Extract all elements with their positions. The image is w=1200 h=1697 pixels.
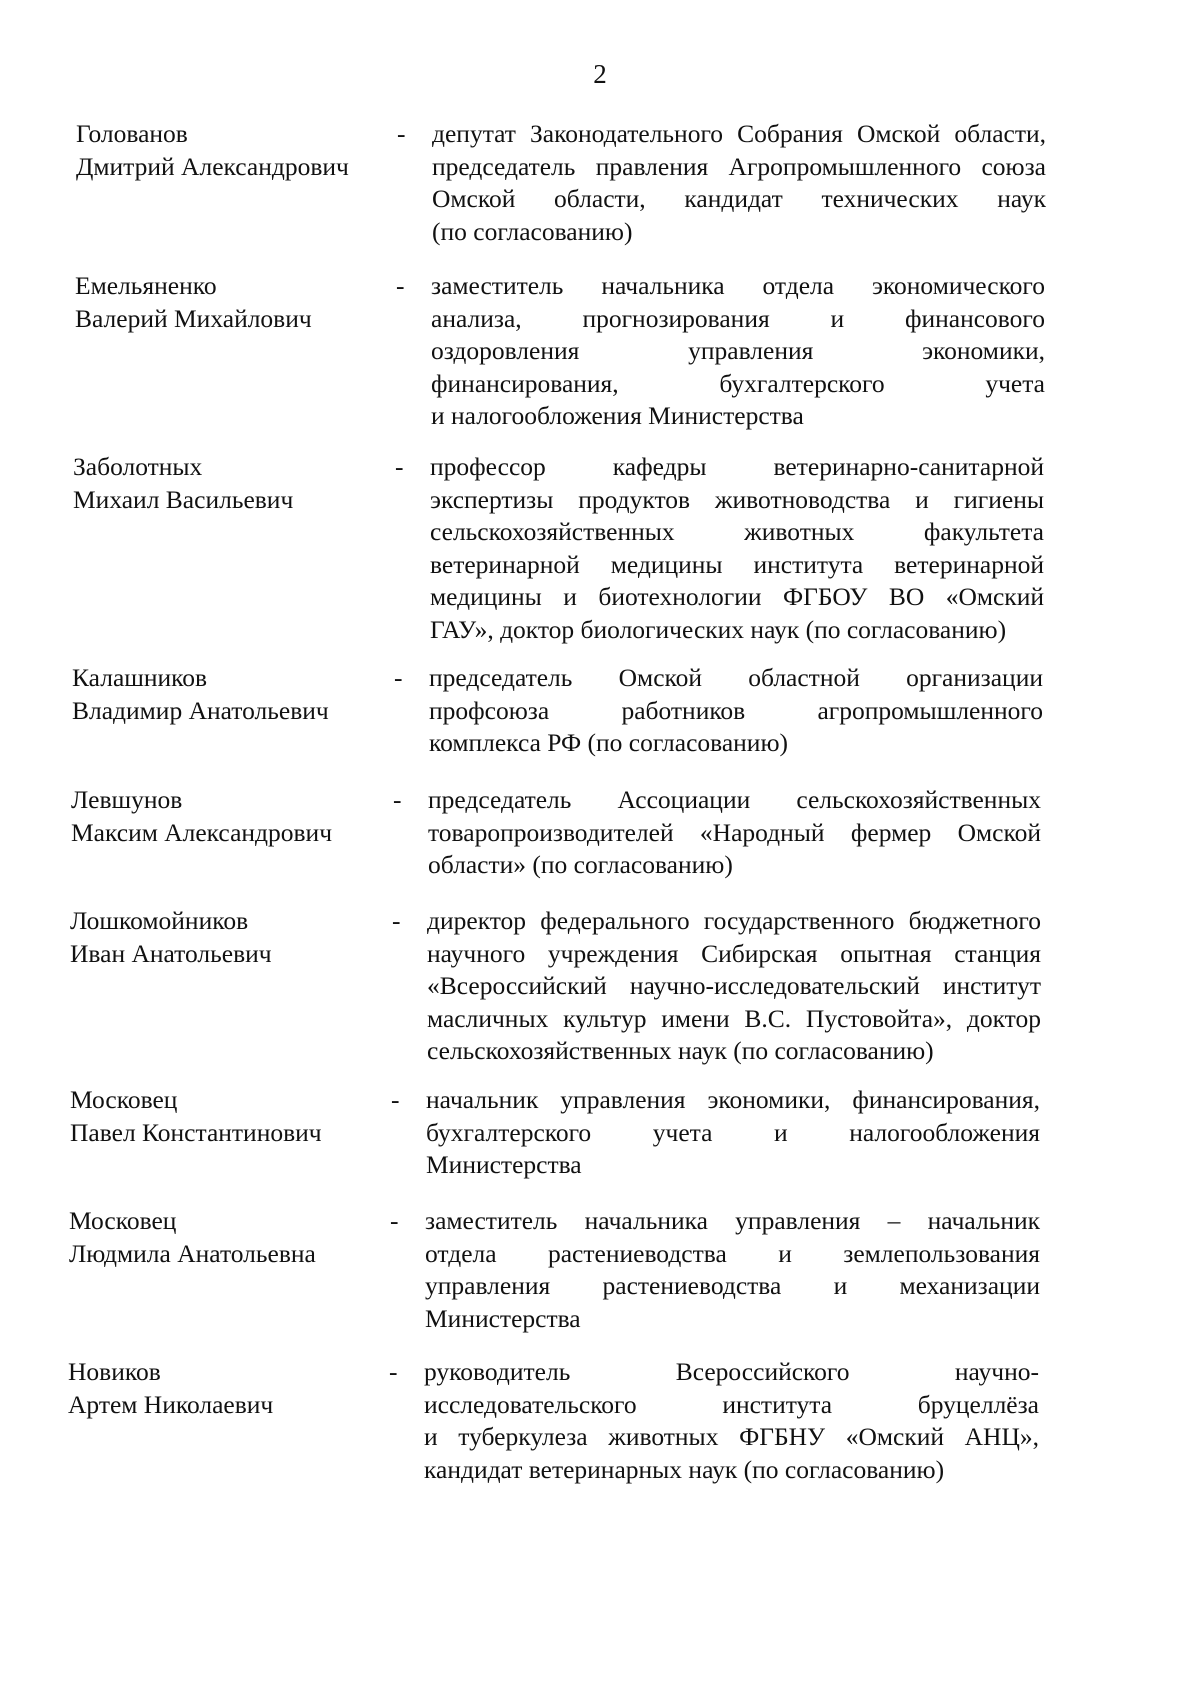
position-line: бухгалтерского учета и налогообложения [426,1117,1040,1147]
member-surname: Калашников [72,663,208,692]
position-line: директор федерального государственного бюджетного [427,906,1041,935]
member-surname: Левшунов [71,785,183,814]
member-entry [0,451,1200,646]
member-entry [0,1084,1200,1182]
member-surname: Лошкомойников [70,906,249,935]
position-line: заместитель начальника отдела экономического [431,271,1045,300]
member-name [70,1084,410,1149]
member-given-name: Дмитрий Александрович [76,151,349,181]
member-name [72,662,412,727]
position-line: начальник управления экономики, финансирования, [426,1085,1040,1114]
member-position [430,451,1044,646]
position-line: председатель Омской областной организации [429,663,1043,692]
position-line: сельскохозяйственных животных факультета [430,517,1044,546]
member-dash: - [392,906,401,935]
position-line: депутат Законодательного Собрания Омской области, [432,119,1046,148]
member-surname: Заболотных [73,452,203,481]
position-line: оздоровления управления экономики, [431,336,1045,365]
member-position [427,905,1041,1068]
position-line: области» (по согласованию) [428,850,733,879]
member-name [76,118,416,183]
member-dash: - [394,663,403,692]
position-line: председатель правления Агропромышленного союза [432,151,1046,181]
member-dash: - [389,1357,398,1386]
position-line: и налогообложения Министерства [431,401,804,430]
position-line: кандидат ветеринарных наук (по согласованию) [424,1454,945,1484]
member-position [429,662,1043,760]
member-position [425,1205,1040,1335]
position-line: комплекса РФ (по согласованию) [429,728,788,757]
position-line: профессор кафедры ветеринарно-санитарной [430,452,1044,481]
position-line: сельскохозяйственных наук (по согласованию) [427,1036,934,1065]
position-line: председатель Ассоциации сельскохозяйственных [428,785,1041,814]
member-entry [0,270,1200,433]
member-given-name: Михаил Васильевич [73,484,294,514]
member-given-name: Максим Александрович [71,817,333,847]
member-entry [0,118,1200,248]
position-line: медицины и биотехнологии ФГБОУ ВО «Омский [430,582,1044,611]
position-line: отдела растениеводства и землепользования [425,1238,1040,1268]
member-given-name: Людмила Анатольевна [69,1238,316,1268]
position-line: руководитель Всероссийского научно- [424,1357,1039,1386]
position-line: масличных культур имени В.С. Пустовойта», доктор [427,1003,1041,1033]
member-surname: Емельяненко [75,271,217,300]
member-entry [0,662,1200,760]
position-line: Министерства [426,1150,582,1179]
member-position [431,270,1045,433]
member-surname: Московец [70,1085,178,1114]
member-name [70,905,410,970]
position-line: экспертизы продуктов животноводства и гигиены [430,484,1044,514]
member-entry [0,1205,1200,1335]
position-line: Омской области, кандидат технических наук [432,184,1046,213]
member-given-name: Иван Анатольевич [70,938,272,968]
member-dash: - [397,119,406,148]
member-surname: Голованов [76,119,188,148]
position-line: и туберкулеза животных ФГБНУ «Омский АНЦ», [424,1422,1039,1451]
member-name [73,451,413,516]
position-line: управления растениеводства и механизации [425,1271,1040,1300]
position-line: научного учреждения Сибирская опытная станция [427,938,1041,968]
position-line: анализа, прогнозирования и финансового [431,303,1045,333]
member-surname: Новиков [68,1357,161,1386]
member-dash: - [396,271,405,300]
member-given-name: Владимир Анатольевич [72,695,329,725]
member-entry [0,784,1200,882]
member-position [424,1356,1039,1486]
member-given-name: Валерий Михайлович [75,303,312,333]
position-line: ГАУ», доктор биологических наук (по согласованию) [430,614,1007,644]
member-name [69,1205,409,1270]
member-dash: - [395,452,404,481]
member-name [71,784,411,849]
member-dash: - [391,1085,400,1114]
member-name [75,270,415,335]
member-position [426,1084,1040,1182]
position-line: Министерства [425,1303,581,1333]
member-entry [0,905,1200,1068]
position-line: заместитель начальника управления – начальник [425,1206,1040,1235]
member-name [68,1356,408,1421]
position-line: (по согласованию) [432,216,633,246]
position-line: ветеринарной медицины института ветеринарной [430,549,1044,579]
position-line: товаропроизводителей «Народный фермер Омской [428,817,1041,847]
member-dash: - [393,785,402,814]
member-dash: - [390,1206,399,1235]
member-position [432,118,1046,248]
member-position [428,784,1041,882]
member-surname: Московец [69,1206,177,1235]
position-line: «Всероссийский научно-исследовательский институт [427,971,1041,1000]
position-line: профсоюза работников агропромышленного [429,695,1043,725]
member-given-name: Артем Николаевич [68,1389,274,1419]
member-given-name: Павел Константинович [70,1117,322,1147]
position-line: финансирования, бухгалтерского учета [431,368,1045,398]
member-entry [0,1356,1200,1486]
page-number: 2 [593,59,607,89]
position-line: исследовательского института бруцеллёза [424,1389,1039,1419]
